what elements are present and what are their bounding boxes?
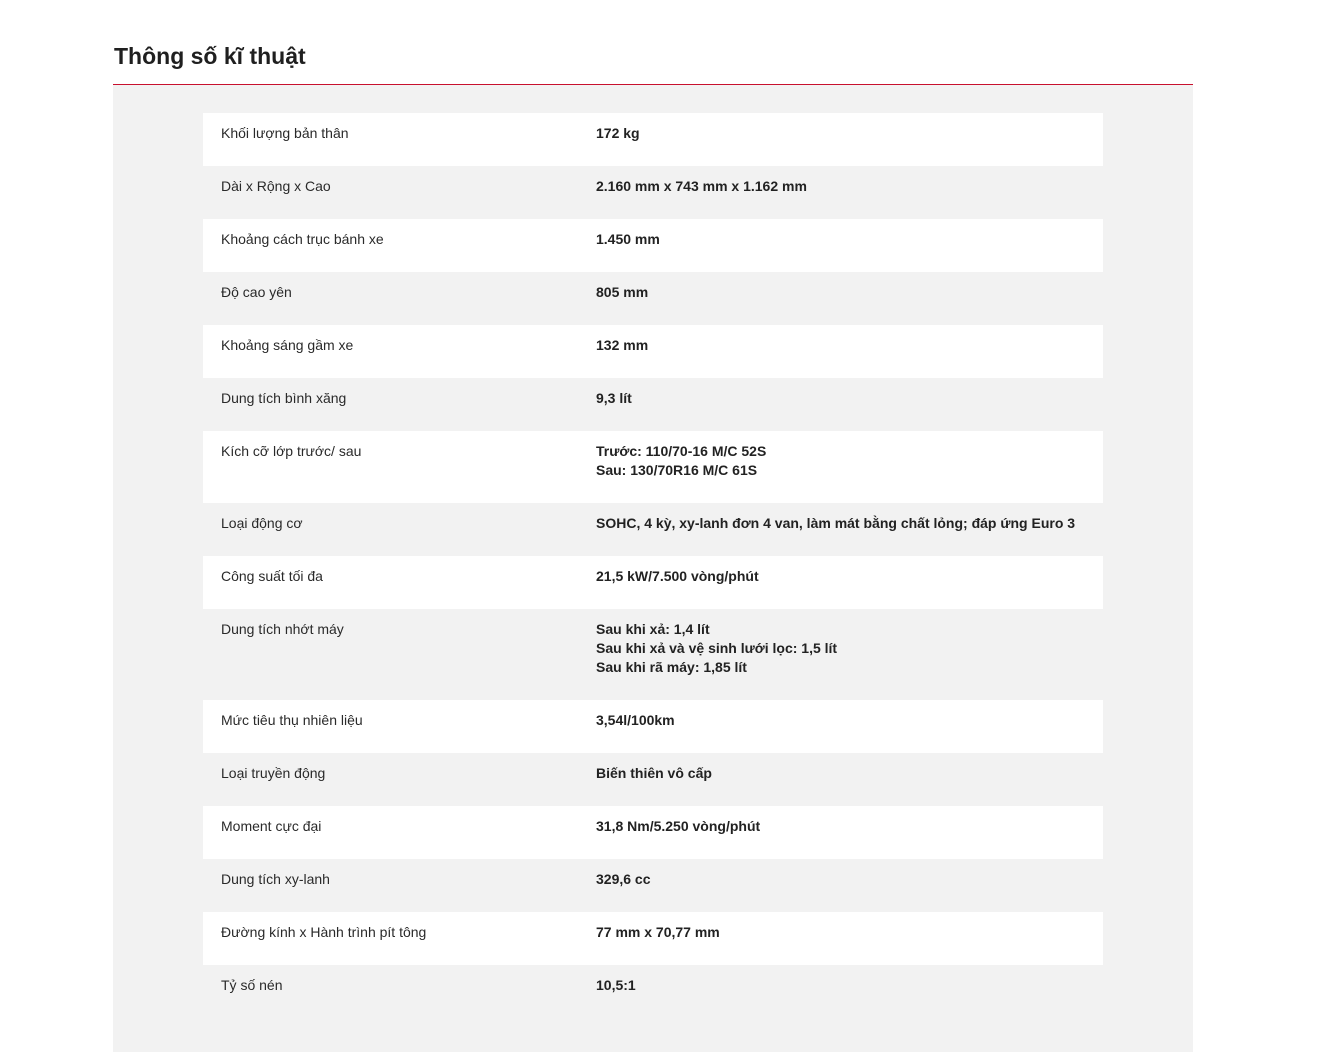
spec-value-line: 3,54l/100km bbox=[596, 712, 675, 728]
spec-value bbox=[596, 620, 1085, 677]
spec-row bbox=[203, 378, 1103, 431]
spec-value bbox=[596, 283, 1085, 302]
spec-value-line: 2.160 mm x 743 mm x 1.162 mm bbox=[596, 178, 807, 194]
spec-label: Dung tích bình xăng bbox=[221, 390, 347, 406]
spec-value-line: 9,3 lít bbox=[596, 390, 632, 406]
spec-row bbox=[203, 325, 1103, 378]
spec-row bbox=[203, 503, 1103, 556]
spec-value-line: 10,5:1 bbox=[596, 977, 636, 993]
spec-value-line: 31,8 Nm/5.250 vòng/phút bbox=[596, 818, 761, 834]
spec-label: Tỷ số nén bbox=[221, 977, 283, 993]
spec-value bbox=[596, 389, 1085, 408]
spec-label: Dung tích nhớt máy bbox=[221, 621, 344, 637]
spec-value-line: 132 mm bbox=[596, 337, 649, 353]
page-title: Thông số kĩ thuật bbox=[114, 43, 306, 69]
spec-row bbox=[203, 859, 1103, 912]
spec-value bbox=[596, 764, 1085, 783]
spec-value bbox=[596, 230, 1085, 249]
spec-row bbox=[203, 965, 1103, 1018]
spec-row bbox=[203, 912, 1103, 965]
spec-value bbox=[596, 976, 1085, 995]
spec-value bbox=[596, 514, 1085, 533]
spec-value-line: Sau khi xả và vệ sinh lưới lọc: 1,5 lít bbox=[596, 640, 838, 656]
spec-row bbox=[203, 272, 1103, 325]
spec-value-line: 1.450 mm bbox=[596, 231, 660, 247]
spec-row bbox=[203, 556, 1103, 609]
spec-label: Khối lượng bản thân bbox=[221, 125, 349, 141]
spec-value-line: SOHC, 4 kỳ, xy-lanh đơn 4 van, làm mát bằng chất lỏng; đáp ứng Euro 3 bbox=[596, 515, 1076, 531]
spec-value bbox=[596, 177, 1085, 196]
spec-value-line: Sau khi rã máy: 1,85 lít bbox=[596, 659, 747, 675]
spec-value bbox=[596, 817, 1085, 836]
spec-value-line: Sau khi xả: 1,4 lít bbox=[596, 621, 710, 637]
spec-value-line: 21,5 kW/7.500 vòng/phút bbox=[596, 568, 759, 584]
spec-table bbox=[203, 113, 1103, 1018]
spec-label: Kích cỡ lớp trước/ sau bbox=[221, 443, 362, 459]
spec-value bbox=[596, 124, 1085, 143]
spec-label: Dung tích xy-lanh bbox=[221, 871, 330, 887]
spec-label: Công suất tối đa bbox=[221, 568, 323, 584]
spec-value-line: 329,6 cc bbox=[596, 871, 651, 887]
spec-value bbox=[596, 442, 1085, 480]
spec-label: Loại động cơ bbox=[221, 515, 303, 531]
spec-value-line: Sau: 130/70R16 M/C 61S bbox=[596, 462, 758, 478]
spec-value-line: 805 mm bbox=[596, 284, 649, 300]
spec-label: Moment cực đại bbox=[221, 818, 322, 834]
spec-row bbox=[203, 166, 1103, 219]
spec-label: Mức tiêu thụ nhiên liệu bbox=[221, 712, 363, 728]
spec-row bbox=[203, 753, 1103, 806]
spec-label: Dài x Rộng x Cao bbox=[221, 178, 331, 194]
spec-row bbox=[203, 609, 1103, 700]
spec-row bbox=[203, 806, 1103, 859]
spec-row bbox=[203, 219, 1103, 272]
spec-value bbox=[596, 923, 1085, 942]
spec-value-line: Trước: 110/70-16 M/C 52S bbox=[596, 443, 767, 459]
spec-value-line: Biến thiên vô cấp bbox=[596, 765, 712, 781]
spec-value bbox=[596, 711, 1085, 730]
spec-value bbox=[596, 336, 1085, 355]
spec-label: Khoảng sáng gầm xe bbox=[221, 337, 354, 353]
spec-label: Loại truyền động bbox=[221, 765, 326, 781]
spec-label: Độ cao yên bbox=[221, 284, 292, 300]
spec-panel bbox=[113, 85, 1193, 1052]
spec-label: Khoảng cách trục bánh xe bbox=[221, 231, 384, 247]
spec-label: Đường kính x Hành trình pít tông bbox=[221, 924, 427, 940]
spec-row bbox=[203, 113, 1103, 166]
spec-value bbox=[596, 567, 1085, 586]
spec-value-line: 172 kg bbox=[596, 125, 640, 141]
spec-value-line: 77 mm x 70,77 mm bbox=[596, 924, 720, 940]
spec-row bbox=[203, 431, 1103, 503]
spec-value bbox=[596, 870, 1085, 889]
spec-row bbox=[203, 700, 1103, 753]
